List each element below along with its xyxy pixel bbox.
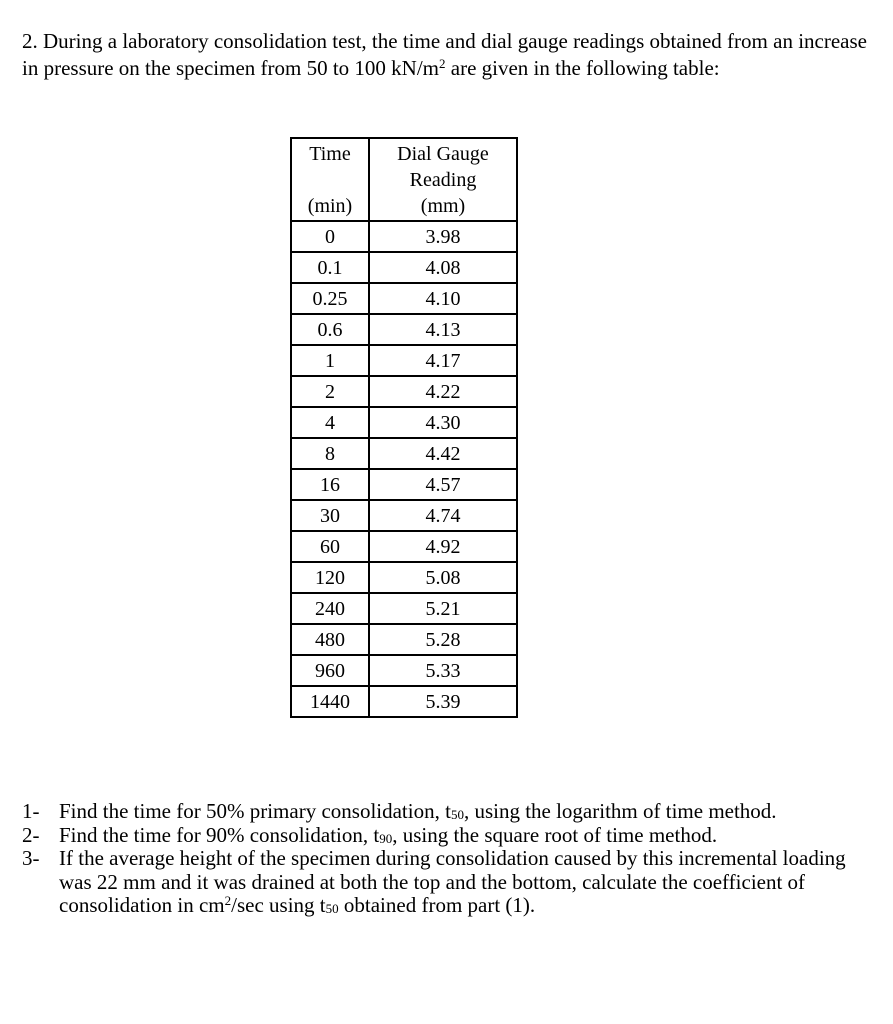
- cell-time: 1440: [291, 686, 369, 717]
- cell-dial-reading: 4.08: [369, 252, 517, 283]
- table-row: [291, 624, 517, 655]
- question-text: , using the logarithm of time method.: [463, 799, 777, 823]
- cell-dial-reading: 5.28: [369, 624, 517, 655]
- cell-dial-reading: 4.74: [369, 500, 517, 531]
- question-text: If the average height of the specimen during consolidation caused by this incremental loading was 22 mm and it was drained at both the top and the bottom, calculate the coefficient of consolidation in cm: [59, 846, 846, 917]
- cell-dial-reading: 4.10: [369, 283, 517, 314]
- cell-dial-reading: 4.30: [369, 407, 517, 438]
- table-row: [291, 376, 517, 407]
- cell-time: 8: [291, 438, 369, 469]
- question-number: 2-: [22, 822, 40, 847]
- header-dial-gauge: [369, 138, 517, 221]
- header-time-unit: (min): [307, 195, 353, 217]
- cell-dial-reading: 4.57: [369, 469, 517, 500]
- table-row: [291, 531, 517, 562]
- table-body: [291, 221, 517, 717]
- question-text: , using the square root of time method.: [392, 822, 718, 847]
- cell-time: 30: [291, 500, 369, 531]
- table-row: [291, 221, 517, 252]
- cell-time: 4: [291, 407, 369, 438]
- table-row: [291, 593, 517, 624]
- table-row: [291, 469, 517, 500]
- table-row: [291, 283, 517, 314]
- subscript: 90: [379, 830, 393, 846]
- header-dial-label-1: Dial Gauge: [397, 143, 489, 165]
- cell-dial-reading: 5.21: [369, 593, 517, 624]
- cell-time: 1: [291, 345, 369, 376]
- cell-dial-reading: 4.17: [369, 345, 517, 376]
- cell-time: 0.25: [291, 283, 369, 314]
- problem-text-part2: are given in the following table:: [445, 56, 720, 80]
- question-number: 3-: [22, 846, 40, 870]
- cell-time: 2: [291, 376, 369, 407]
- header-dial-label-2: Reading: [409, 169, 477, 191]
- cell-time: 120: [291, 562, 369, 593]
- table-header-row: [291, 138, 517, 221]
- cell-dial-reading: 4.92: [369, 531, 517, 562]
- cell-dial-reading: 5.39: [369, 686, 517, 717]
- cell-dial-reading: 4.13: [369, 314, 517, 345]
- table-row: [291, 407, 517, 438]
- cell-time: 0.1: [291, 252, 369, 283]
- problem-text-part1: 2. During a laboratory consolidation test, the time and dial gauge readings obtained from an increase in pressure on the specimen from 50 to 100 kN/m: [22, 29, 867, 80]
- cell-dial-reading: 4.42: [369, 438, 517, 469]
- question-number: 1-: [22, 799, 40, 823]
- cell-time: 60: [291, 531, 369, 562]
- header-spacer: [292, 167, 368, 193]
- cell-time: 0.6: [291, 314, 369, 345]
- cell-dial-reading: 4.22: [369, 376, 517, 407]
- problem-statement: [22, 28, 872, 82]
- superscript: 2: [224, 893, 232, 908]
- question-text: Find the time for 90% consolidation, t: [59, 822, 380, 847]
- cell-dial-reading: 5.33: [369, 655, 517, 686]
- question-item-1: [22, 800, 852, 824]
- question-text: /sec using t: [231, 893, 326, 917]
- consolidation-data-table: [290, 137, 518, 718]
- header-dial-unit: (mm): [420, 195, 466, 217]
- cell-time: 480: [291, 624, 369, 655]
- question-text: obtained from part (1).: [338, 893, 536, 917]
- superscript-2: 2: [439, 56, 446, 71]
- question-text: Find the time for 50% primary consolidation, t: [59, 799, 451, 823]
- subscript: 50: [450, 807, 464, 822]
- cell-time: 240: [291, 593, 369, 624]
- header-time-label: Time: [309, 143, 351, 165]
- table-row: [291, 655, 517, 686]
- question-list: [22, 800, 852, 918]
- subscript: 50: [325, 901, 339, 916]
- table-row: [291, 500, 517, 531]
- cell-time: 16: [291, 469, 369, 500]
- table-row: [291, 438, 517, 469]
- question-item-2: [22, 824, 852, 848]
- cell-dial-reading: 3.98: [369, 221, 517, 252]
- table-row: [291, 252, 517, 283]
- table-row: [291, 314, 517, 345]
- table-row: [291, 345, 517, 376]
- question-item-3: [22, 847, 852, 918]
- cell-time: 0: [291, 221, 369, 252]
- cell-time: 960: [291, 655, 369, 686]
- table-row: [291, 686, 517, 717]
- header-time: [291, 138, 369, 221]
- table-row: [291, 562, 517, 593]
- cell-dial-reading: 5.08: [369, 562, 517, 593]
